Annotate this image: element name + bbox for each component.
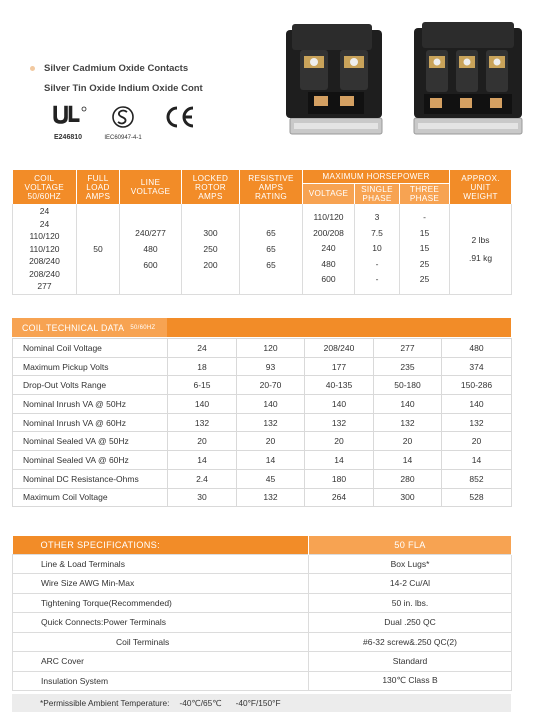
header-coil-voltage: COIL VOLTAGE 50/60HZ <box>13 170 77 204</box>
coil-voltage-cell <box>13 204 77 294</box>
coil-row-value: 140 <box>442 395 512 414</box>
spec-label: Quick Connects:Power Terminals <box>13 613 309 633</box>
three-phase-value: 25 <box>419 274 430 284</box>
hp-voltage-value: 200/208 <box>313 227 344 238</box>
header-resistive-amps: RESISTIVE AMPS RATING <box>240 170 303 204</box>
coil-row-value: 140 <box>168 395 237 414</box>
coil-table-row <box>13 395 512 414</box>
line-voltage-value: 600 <box>143 259 158 270</box>
ambient-temperature-note <box>12 694 511 712</box>
ce-logo <box>163 104 197 135</box>
three-phase-value: 25 <box>419 258 430 269</box>
coil-row-value: 300 <box>374 488 442 507</box>
coil-technical-title <box>12 318 167 337</box>
coil-row-value: 14 <box>168 451 237 470</box>
spec-value: 130℃ Class B <box>309 671 512 691</box>
locked-rotor-value: 300 <box>203 227 218 238</box>
coil-row-value: 20 <box>374 432 442 451</box>
hp-voltage-value: 240 <box>321 243 336 253</box>
line-voltage-value: 480 <box>143 243 158 254</box>
coil-table-row <box>13 451 512 470</box>
resistive-amps-value: 65 <box>266 227 276 238</box>
coil-row-value: 14 <box>237 451 305 470</box>
locked-rotor-cell <box>182 204 240 294</box>
line-voltage-cell <box>120 204 182 294</box>
full-load-amps-cell: 50 <box>77 204 120 294</box>
spec-label: Tightening Torque(Recommended) <box>13 593 309 613</box>
ul-icon <box>48 104 88 130</box>
header-locked-rotor-amps: LOCKED ROTOR AMPS <box>182 170 240 204</box>
coil-row-value: 14 <box>374 451 442 470</box>
coil-voltage-value: 208/240 <box>29 256 60 266</box>
single-phase-cell <box>355 204 400 294</box>
coil-voltage-value: 208/240 <box>29 268 60 279</box>
resistive-amps-cell <box>240 204 303 294</box>
coil-row-value: 50-180 <box>374 376 442 395</box>
coil-row-value: 132 <box>305 413 374 432</box>
s-mark-icon <box>103 104 143 130</box>
locked-rotor-value: 250 <box>203 243 218 254</box>
ambient-celsius: -40℃/65℃ <box>179 698 222 708</box>
header-line-voltage: LINE VOLTAGE <box>120 170 182 204</box>
coil-row-value: 208/240 <box>305 339 374 358</box>
feature-text: Silver Cadmium Oxide Contacts <box>44 62 189 74</box>
coil-row-value: 528 <box>442 488 512 507</box>
spec-label: Wire Size AWG Min-Max <box>13 574 309 594</box>
spec-value: 50 in. lbs. <box>309 593 512 613</box>
ul-file-number: E246810 <box>53 134 83 141</box>
coil-table-row <box>13 357 512 376</box>
coil-row-value: 40-135 <box>305 376 374 395</box>
coil-row-value: 264 <box>305 488 374 507</box>
coil-technical-header <box>12 318 511 337</box>
spec-label: Line & Load Terminals <box>13 554 309 574</box>
coil-row-value: 132 <box>374 413 442 432</box>
single-phase-value: 10 <box>372 243 382 253</box>
contactor-2pole-image <box>282 20 392 140</box>
weight-kg: .91 kg <box>468 252 493 263</box>
spec-label: Insulation System <box>13 671 309 691</box>
locked-rotor-value: 200 <box>203 259 218 270</box>
coil-table-row <box>13 339 512 358</box>
single-phase-value: - <box>375 274 379 284</box>
coil-row-value: 132 <box>168 413 237 432</box>
coil-row-value: 2.4 <box>168 469 237 488</box>
other-specifications-table <box>12 536 512 691</box>
coil-subtitle-text: 50/60HZ <box>130 324 156 331</box>
coil-voltage-value: 110/120 <box>29 231 60 241</box>
coil-row-value: 45 <box>237 469 305 488</box>
coil-row-value: 14 <box>442 451 512 470</box>
coil-table-row <box>13 413 512 432</box>
feature-item <box>30 58 203 78</box>
header-hp-voltage: VOLTAGE <box>303 183 355 204</box>
spec-table-row <box>13 554 512 574</box>
coil-row-label: Nominal Inrush VA @ 50Hz <box>13 395 168 414</box>
certification-logos <box>48 104 198 140</box>
coil-row-value: 132 <box>237 488 305 507</box>
coil-row-value: 140 <box>374 395 442 414</box>
coil-row-value: 280 <box>374 469 442 488</box>
coil-row-value: 18 <box>168 357 237 376</box>
spec-table-row <box>13 593 512 613</box>
coil-row-value: 132 <box>442 413 512 432</box>
line-voltage-value: 240/277 <box>135 227 166 238</box>
spec-table-row <box>13 613 512 633</box>
coil-row-value: 177 <box>305 357 374 376</box>
coil-row-label: Nominal Sealed VA @ 60Hz <box>13 451 168 470</box>
ul-recognized-logo <box>48 104 88 141</box>
iec-logo <box>103 104 143 141</box>
coil-row-value: 852 <box>442 469 512 488</box>
coil-row-value: 120 <box>237 339 305 358</box>
ambient-fahrenheit: -40°F/150°F <box>235 698 281 708</box>
header-single-phase: SINGLE PHASE <box>355 183 400 204</box>
coil-row-label: Maximum Pickup Volts <box>13 357 168 376</box>
coil-row-label: Maximum Coil Voltage <box>13 488 168 507</box>
coil-row-value: 374 <box>442 357 512 376</box>
coil-row-value: 480 <box>442 339 512 358</box>
coil-row-value: 277 <box>374 339 442 358</box>
hp-voltage-value: 480 <box>321 258 336 269</box>
feature-item <box>30 78 203 98</box>
coil-row-label: Drop-Out Volts Range <box>13 376 168 395</box>
hp-voltage-value: 600 <box>321 274 336 284</box>
coil-row-value: 93 <box>237 357 305 376</box>
hp-voltage-value: 110/120 <box>313 212 344 222</box>
coil-row-label: Nominal Sealed VA @ 50Hz <box>13 432 168 451</box>
header-full-load-amps: FULL LOAD AMPS <box>77 170 120 204</box>
ratings-table <box>12 170 512 295</box>
spec-value: Standard <box>309 652 512 672</box>
spec-label: ARC Cover <box>13 652 309 672</box>
resistive-amps-value: 65 <box>266 259 276 270</box>
weight-lbs: 2 lbs <box>471 234 490 245</box>
contactor-3pole-image <box>410 20 530 140</box>
single-phase-value: 3 <box>374 212 380 222</box>
header-three-phase: THREE PHASE <box>400 183 450 204</box>
coil-voltage-value: 277 <box>37 281 52 291</box>
coil-row-value: 235 <box>374 357 442 376</box>
coil-row-value: 20-70 <box>237 376 305 395</box>
hp-voltage-cell <box>303 204 355 294</box>
coil-row-value: 150-286 <box>442 376 512 395</box>
other-specs-title: OTHER SPECIFICATIONS: <box>13 536 309 554</box>
spec-table-row <box>13 652 512 672</box>
coil-row-value: 14 <box>305 451 374 470</box>
spec-value: Dual .250 QC <box>309 613 512 633</box>
coil-title-text: COIL TECHNICAL DATA <box>22 322 125 333</box>
coil-row-value: 6-15 <box>168 376 237 395</box>
coil-row-value: 30 <box>168 488 237 507</box>
header-max-horsepower: MAXIMUM HORSEPOWER <box>303 170 450 183</box>
coil-row-value: 24 <box>168 339 237 358</box>
spec-label: Coil Terminals <box>13 632 309 652</box>
coil-voltage-value: 110/120 <box>29 243 60 254</box>
spec-value: #6-32 screw&.250 QC(2) <box>309 632 512 652</box>
coil-row-value: 140 <box>305 395 374 414</box>
coil-technical-table <box>12 338 512 507</box>
coil-table-row <box>13 469 512 488</box>
coil-table-row <box>13 488 512 507</box>
coil-row-value: 132 <box>237 413 305 432</box>
three-phase-value: 15 <box>419 227 430 238</box>
single-phase-value: - <box>375 258 379 269</box>
coil-row-value: 20 <box>168 432 237 451</box>
iec-standard: IEC60947-4-1 <box>104 135 142 141</box>
coil-row-value: 20 <box>305 432 374 451</box>
coil-row-value: 20 <box>442 432 512 451</box>
coil-row-label: Nominal Inrush VA @ 60Hz <box>13 413 168 432</box>
three-phase-value: 15 <box>419 243 430 253</box>
spec-table-row <box>13 574 512 594</box>
coil-table-row <box>13 432 512 451</box>
coil-row-label: Nominal DC Resistance-Ohms <box>13 469 168 488</box>
unit-weight-cell <box>450 204 512 294</box>
coil-voltage-value: 24 <box>39 206 50 216</box>
spec-table-row <box>13 632 512 652</box>
feature-list <box>30 58 203 98</box>
coil-row-value: 180 <box>305 469 374 488</box>
feature-text: Silver Tin Oxide Indium Oxide Cont <box>44 82 203 94</box>
coil-voltage-value: 24 <box>39 218 50 229</box>
coil-row-label: Nominal Coil Voltage <box>13 339 168 358</box>
coil-table-row <box>13 376 512 395</box>
header-unit-weight: APPROX. UNIT WEIGHT <box>450 170 512 204</box>
spec-table-row <box>13 671 512 691</box>
spec-value: Box Lugs* <box>309 554 512 574</box>
spec-value: 14-2 Cu/Al <box>309 574 512 594</box>
three-phase-value: - <box>423 212 426 222</box>
coil-row-value: 140 <box>237 395 305 414</box>
resistive-amps-value: 65 <box>266 243 276 254</box>
ce-mark-icon <box>163 104 197 130</box>
coil-row-value: 20 <box>237 432 305 451</box>
bullet-dot-icon <box>30 66 35 71</box>
single-phase-value: 7.5 <box>371 227 383 238</box>
ambient-label: *Permissible Ambient Temperature: <box>40 698 170 708</box>
three-phase-cell <box>400 204 450 294</box>
other-specs-rating: 50 FLA <box>309 536 512 554</box>
